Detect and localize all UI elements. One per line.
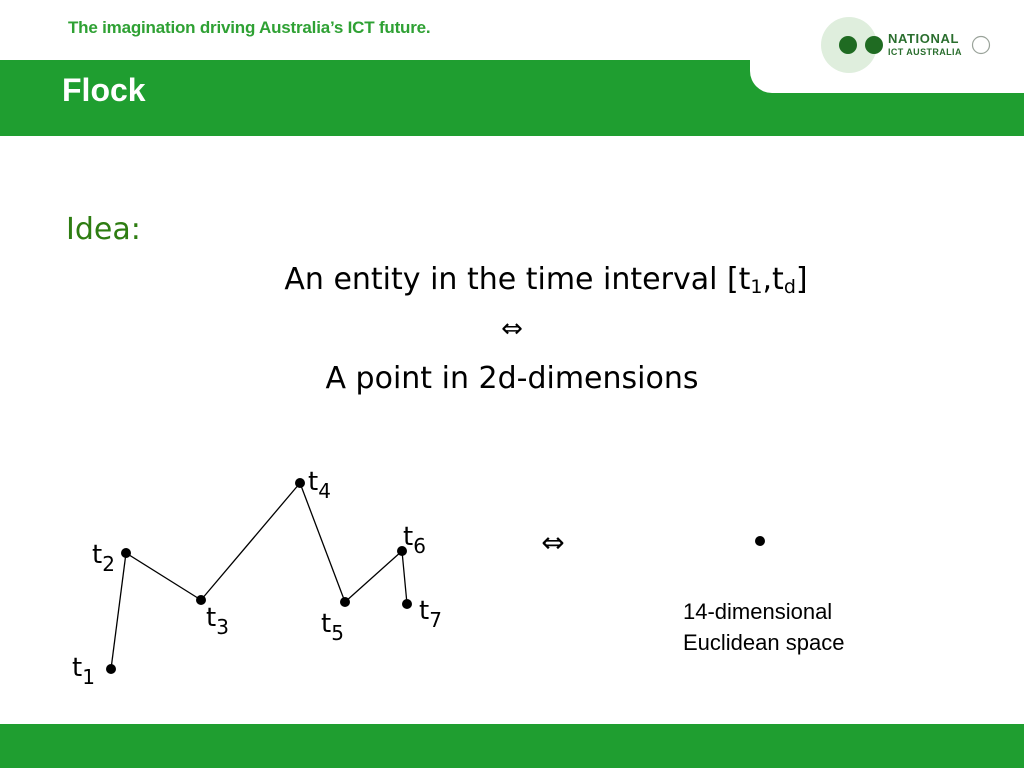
trajectory-label-t5: $t_5$ [321,609,344,645]
trajectory-segment-6 [402,551,407,604]
trajectory-label-t2: $t_2$ [92,540,115,576]
space-label-line2: Euclidean space [683,630,845,655]
slide-title: Flock [62,72,146,108]
statement-sub-d: d [783,276,796,298]
tagline: The imagination driving Australia’s ICT future. [68,18,431,37]
space-label [683,596,844,658]
logo-dot-1 [839,36,857,54]
trajectory-segment-2 [126,553,201,600]
trajectory-point-4 [295,478,305,488]
trajectory-segment-5 [345,551,402,602]
logo-dot-3 [973,37,990,54]
statement-close: ] [795,262,808,297]
statement-entity-text: An entity in the time interval [t [284,262,751,297]
footer-band [0,724,1024,768]
idea-label: Idea: [66,212,141,247]
space-label-line1: 14-dimensional [683,599,833,624]
trajectory-segment-3 [201,483,300,600]
trajectory-point-5 [340,597,350,607]
euclidean-point [755,536,765,546]
equivalence-symbol: ⇔ [501,314,523,344]
trajectory-label-t3: $t_3$ [206,603,229,639]
trajectory-point-1 [106,664,116,674]
trajectory-label-t4: $t_4$ [308,467,331,503]
trajectory-labels [72,467,442,689]
logo-text-ict-australia: ICT AUSTRALIA [888,47,962,57]
diagram-equivalence-symbol: ⇔ [541,526,565,559]
trajectory-label-t7: $t_7$ [419,596,442,632]
logo-dot-2 [865,36,883,54]
logo-text-national: NATIONAL [888,31,959,46]
trajectory-point-7 [402,599,412,609]
trajectory-point-2 [121,548,131,558]
statement-point: A point in 2d-dimensions [325,361,699,396]
statement-comma: ,t [762,262,784,297]
trajectory-lines [111,483,407,669]
trajectory-diagram [0,450,1024,710]
statement-entity [34,262,1024,298]
trajectory-label-t1: $t_1$ [72,653,95,689]
trajectory-label-t6: $t_6$ [403,522,426,558]
trajectory-points [106,478,412,674]
trajectory-point-3 [196,595,206,605]
statement-sub-1: 1 [750,276,763,298]
